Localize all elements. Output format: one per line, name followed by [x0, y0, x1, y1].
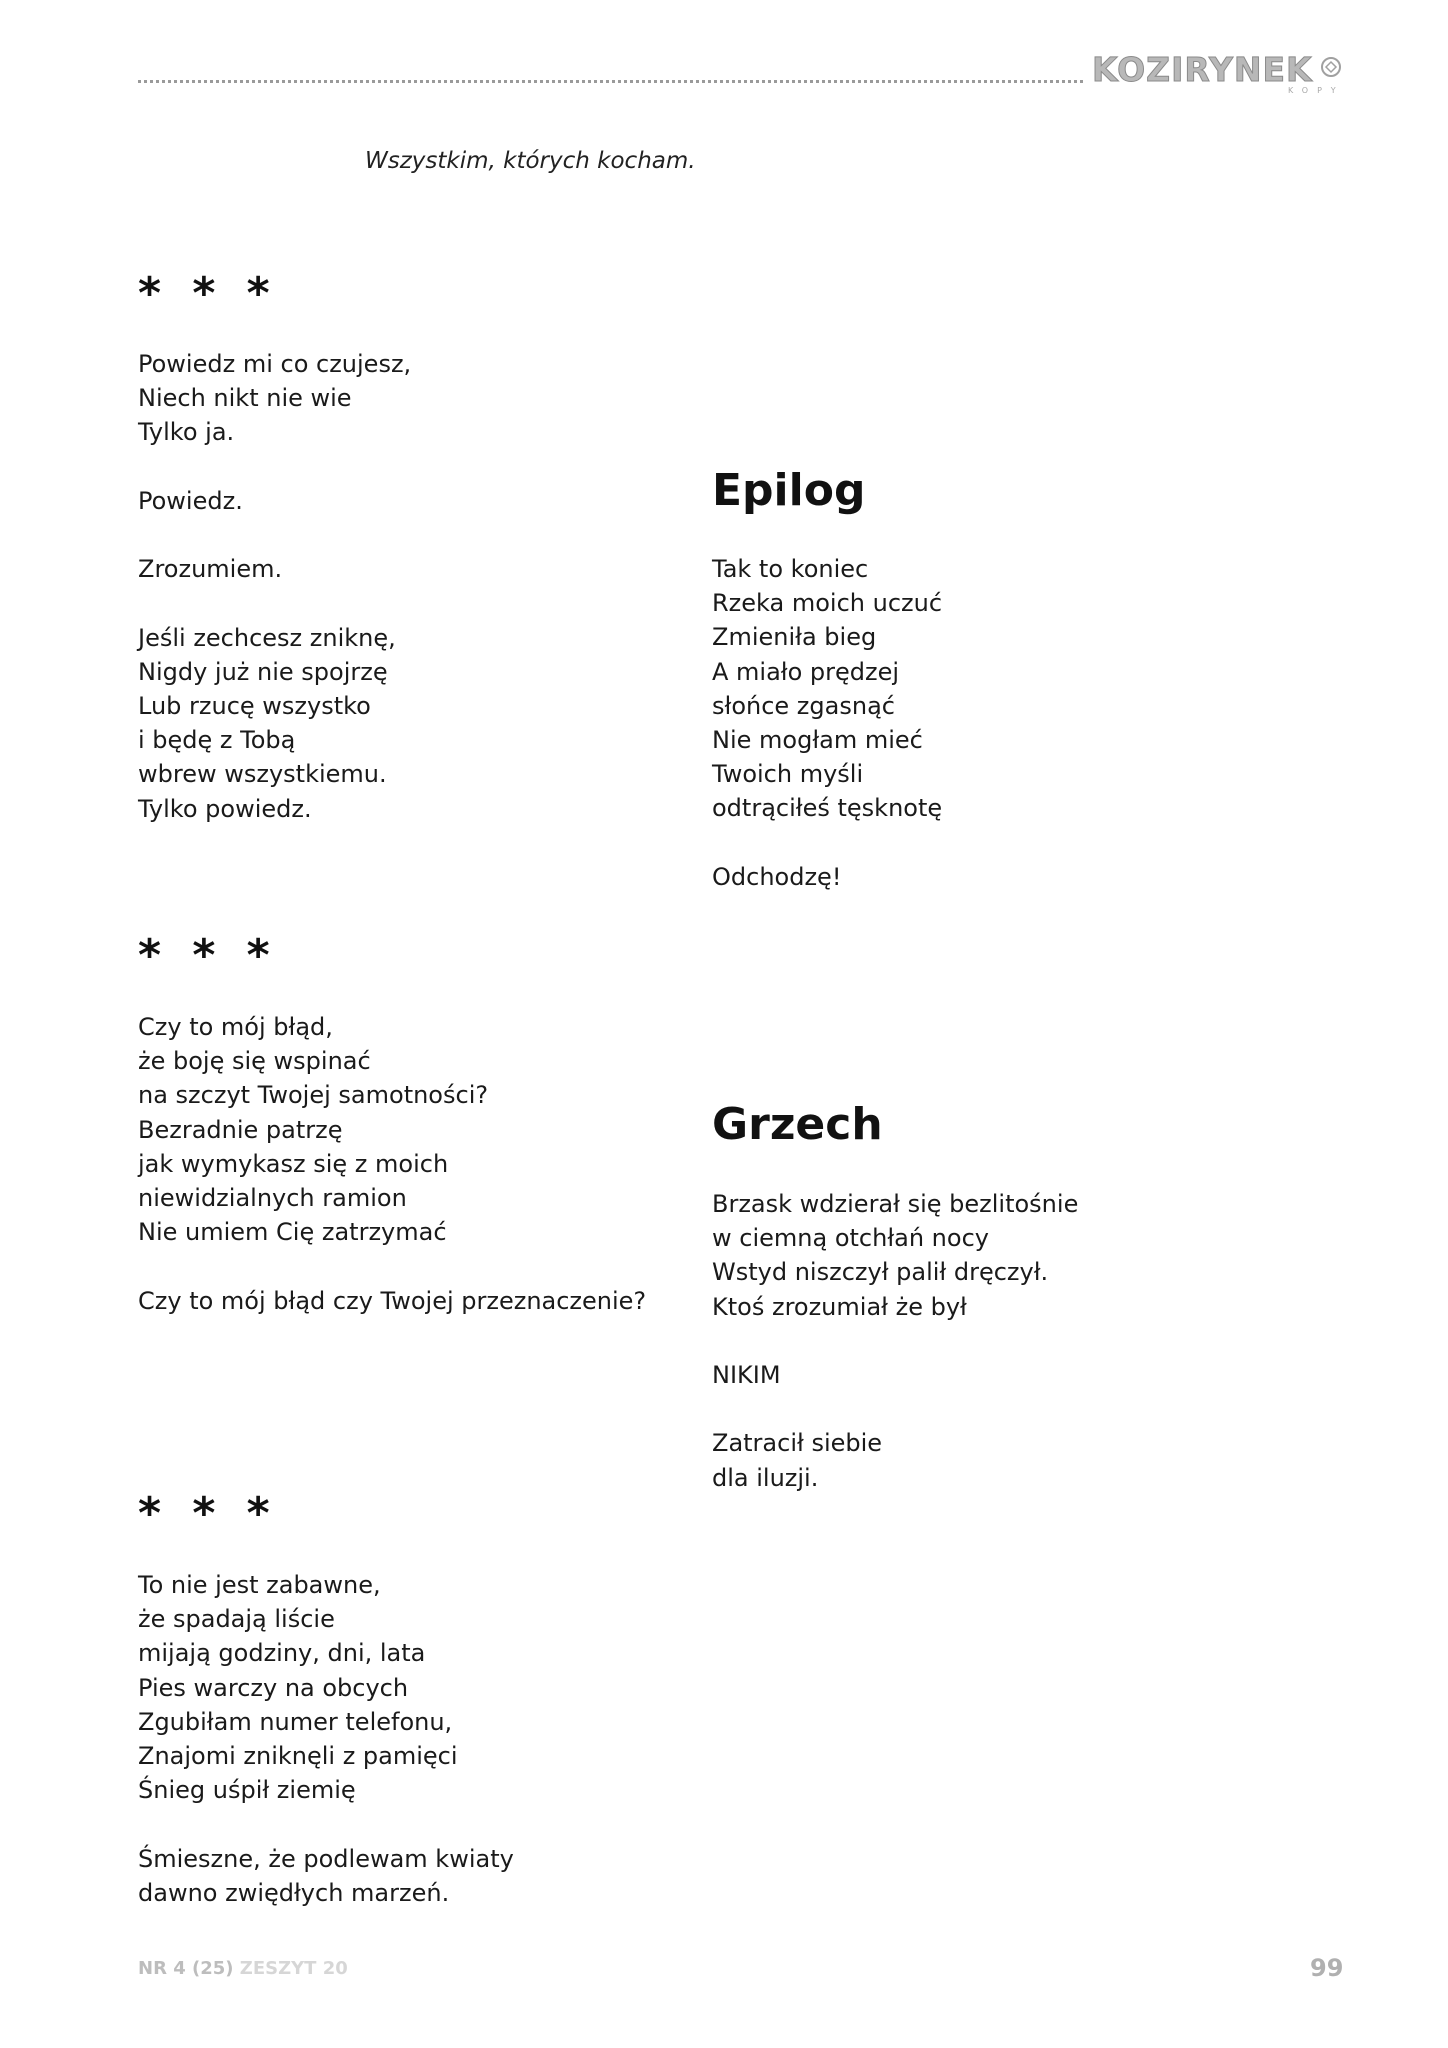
dedication: Wszystkim, których kocham. [365, 148, 696, 174]
poem-line: Tak to koniec [712, 555, 869, 583]
magazine-logo [1092, 50, 1352, 100]
poem-line: że boję się wspinać [138, 1047, 371, 1076]
grzech-title: Grzech [712, 1099, 883, 1150]
poem-stanza [712, 860, 1312, 894]
footer-issue [138, 1958, 348, 1979]
poem-line: Zatracił siebie [712, 1429, 883, 1458]
logo-emblem-icon [1320, 56, 1342, 78]
poem-line: dawno zwiędłych marzeń. [138, 1878, 450, 1907]
poem-line: Śmieszne, że podlewam kwiaty [138, 1844, 514, 1873]
poem-stanza [138, 347, 718, 450]
poem-line: i będę z Tobą [138, 726, 296, 755]
poem-line: Nigdy już nie spojrzę [138, 657, 388, 686]
poem3-title: * * * [138, 1488, 278, 1539]
poem-stanza [138, 1842, 718, 1910]
poem-line: Tylko powiedz. [138, 794, 312, 823]
poem-line: wbrew wszystkiemu. [138, 760, 387, 789]
poem-stanza [138, 484, 718, 518]
poem-line: Powiedz. [138, 486, 243, 515]
epilog-title: Epilog [712, 465, 866, 516]
poem-line: To nie jest zabawne, [138, 1571, 381, 1599]
logo-text: KOZIRYNEK [1092, 50, 1313, 89]
poem-line: Niech nikt nie wie [138, 384, 352, 413]
poem-line: Rzeka moich uczuć [712, 589, 943, 618]
zeszyt-number: ZESZYT 20 [239, 1958, 348, 1979]
poem3-body [138, 1568, 718, 1910]
grzech-body [712, 1187, 1312, 1495]
poem-line: Nie mogłam mieć [712, 726, 923, 755]
poem-stanza [138, 1010, 718, 1249]
poem-line: dla iluzji. [712, 1463, 819, 1492]
poem-line: Brzask wdzierał się bezlitośnie [712, 1190, 1079, 1218]
issue-number: NR 4 (25) [138, 1958, 234, 1979]
header-dotted-rule [138, 80, 1083, 83]
epilog-body [712, 552, 1312, 894]
page-number: 99 [1310, 1954, 1344, 1982]
poem-stanza [138, 621, 718, 826]
poem-line: Wstyd niszczył palił dręczył. [712, 1258, 1049, 1287]
poem-line: Bezradnie patrzę [138, 1115, 343, 1144]
poem-line: Czy to mój błąd, [138, 1013, 333, 1041]
poem-line: odtrąciłeś tęsknotę [712, 794, 943, 823]
poem-line: jak wymykasz się z moich [138, 1149, 449, 1178]
poem-stanza [712, 1358, 1312, 1392]
poem-line: A miało prędzej [712, 657, 900, 686]
poem-line: Czy to mój błąd czy Twojej przeznaczenie? [138, 1286, 647, 1315]
poem-stanza [712, 552, 1312, 826]
poem-line: NIKIM [712, 1361, 781, 1389]
poem-line: Twoich myśli [712, 760, 864, 789]
poem-line: niewidzialnych ramion [138, 1184, 407, 1213]
poem-line: Powiedz mi co czujesz, [138, 350, 412, 378]
poem-line: że spadają liście [138, 1605, 335, 1634]
poem-line: na szczyt Twojej samotności? [138, 1081, 489, 1110]
poem1-body [138, 347, 718, 826]
poem-line: Tylko ja. [138, 418, 235, 447]
poem-line: Pies warczy na obcych [138, 1673, 409, 1702]
poem-stanza [138, 552, 718, 586]
poem-stanza [138, 1284, 718, 1318]
poem-line: słońce zgasnąć [712, 691, 895, 720]
poem2-title: * * * [138, 930, 278, 981]
poem-line: Zgubiłam numer telefonu, [138, 1707, 453, 1736]
poem-stanza [712, 1187, 1312, 1324]
poem-line: Jeśli zechcesz zniknę, [138, 623, 396, 652]
poem-line: Zrozumiem. [138, 555, 283, 584]
poem-stanza [712, 1426, 1312, 1494]
poem-stanza [138, 1568, 718, 1807]
poem-line: Znajomi zniknęli z pamięci [138, 1742, 458, 1771]
poem-line: Odchodzę! [712, 862, 842, 891]
poem1-title: * * * [138, 268, 278, 319]
poem-line: Nie umiem Cię zatrzymać [138, 1218, 447, 1247]
poem-line: w ciemną otchłań nocy [712, 1224, 989, 1253]
poem-line: Śnieg uśpił ziemię [138, 1776, 356, 1805]
poem-line: mijają godziny, dni, lata [138, 1639, 426, 1668]
logo-subtext: KOPY [1288, 86, 1345, 95]
poem2-body [138, 1010, 718, 1318]
poem-line: Ktoś zrozumiał że był [712, 1292, 967, 1321]
poem-line: Zmieniła bieg [712, 623, 877, 652]
poem-line: Lub rzucę wszystko [138, 691, 371, 720]
